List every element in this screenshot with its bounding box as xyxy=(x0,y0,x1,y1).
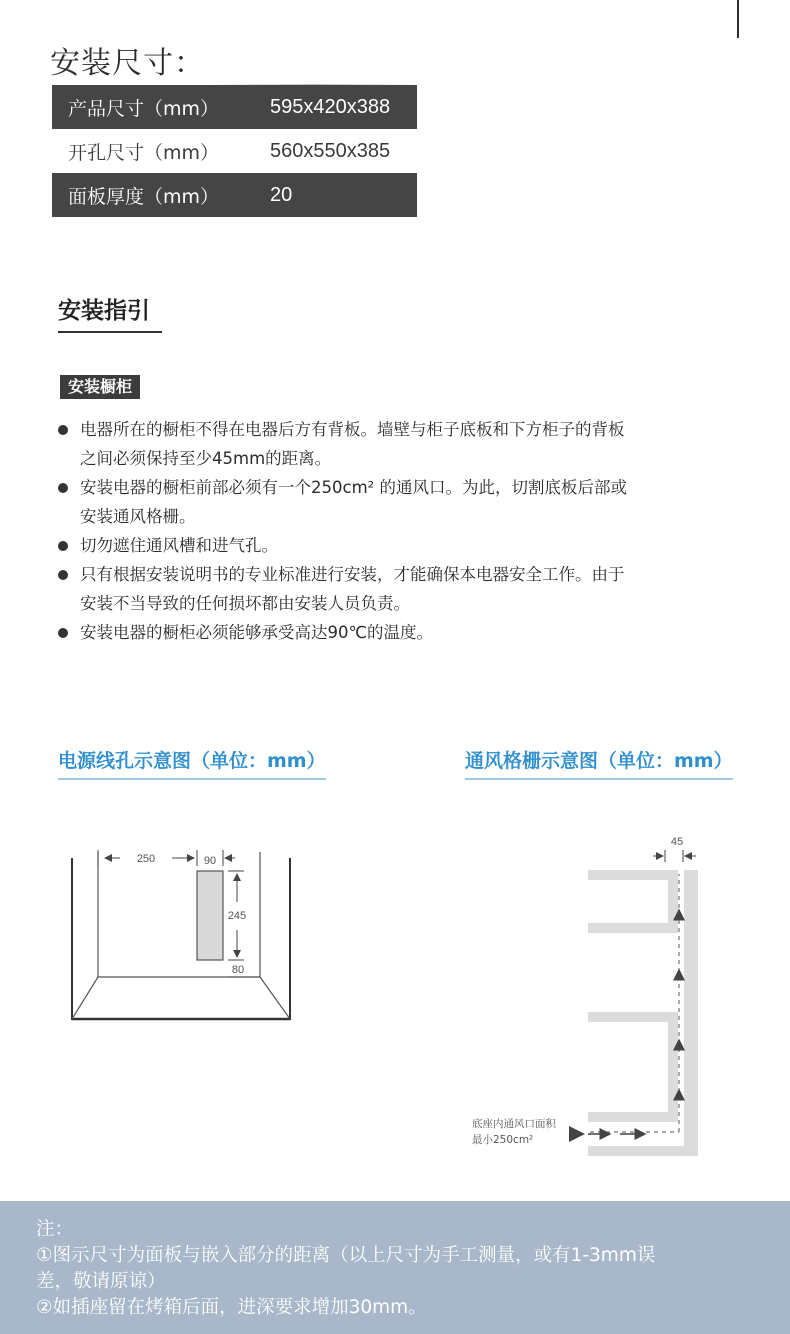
power-hole-diagram-title: 电源线孔示意图（单位：mm） xyxy=(58,746,326,780)
dim-hole-height-label: 245 xyxy=(227,910,247,922)
spec-row-product-size xyxy=(52,85,417,129)
cabinet-back-lower xyxy=(668,1012,678,1122)
notes-label: 注： xyxy=(36,1219,74,1240)
floor-left-perspective xyxy=(72,977,98,1019)
vent-grille-diagram-title: 通风格栅示意图（单位：mm） xyxy=(465,746,733,780)
vent-grille-diagram xyxy=(470,830,710,1165)
spec-row-cutout-size xyxy=(52,129,417,173)
power-hole xyxy=(197,871,223,960)
top-divider-line xyxy=(737,0,739,38)
install-guide-title: 安装指引 xyxy=(58,298,150,324)
note-line: ②如插座留在烤箱后面，进深要求增加30mm。 xyxy=(36,1297,427,1318)
shelf-lower-bottom xyxy=(588,1112,678,1122)
spec-value: 560x550x385 xyxy=(270,139,391,162)
spec-label: 开孔尺寸（mm） xyxy=(68,141,220,164)
cabinet-back-upper xyxy=(668,870,678,928)
list-item: 只有根据安装说明书的专业标准进行安装，才能确保本电器安全工作。由于 安装不当导致的任何损坏都由安装人员负责。 xyxy=(58,560,718,618)
spec-value: 595x420x388 xyxy=(270,95,391,118)
note-line: ①图示尺寸为面板与嵌入部分的距离（以上尺寸为手工测量，或有1-3mm误 xyxy=(36,1245,656,1266)
list-item: 切勿遮住通风槽和进气孔。 xyxy=(58,531,718,560)
spec-row-panel-thickness xyxy=(52,173,417,217)
spec-value: 20 xyxy=(270,183,293,206)
spec-label: 面板厚度（mm） xyxy=(68,185,220,208)
cabinet-tag: 安装橱柜 xyxy=(60,375,140,399)
base-plinth xyxy=(588,1146,698,1156)
dim-hole-width-label: 90 xyxy=(203,855,217,867)
vent-caption-line2: 最小250cm² xyxy=(472,1134,534,1146)
list-item: 安装电器的橱柜必须能够承受高达90℃的温度。 xyxy=(58,618,718,647)
notes-panel xyxy=(0,1201,790,1334)
install-size-title: 安装尺寸： xyxy=(50,46,205,81)
list-item: 安装电器的橱柜前部必须有一个250cm² 的通风口。为此，切割底板后部或 安装通风格栅。 xyxy=(58,473,718,531)
dim-gap-label: 45 xyxy=(670,836,684,848)
install-bullet-list xyxy=(58,415,718,647)
shelf-top xyxy=(588,870,670,880)
shelf-upper-bottom xyxy=(588,923,678,933)
floor-right-perspective xyxy=(260,977,290,1019)
vent-caption-line1: 底座内通风口面积 xyxy=(472,1118,556,1130)
spec-label: 产品尺寸（mm） xyxy=(68,97,220,120)
shelf-lower-top xyxy=(588,1012,670,1022)
dim-width-label: 250 xyxy=(136,853,156,865)
guide-title-underline xyxy=(58,331,162,333)
back-wall xyxy=(684,870,698,1156)
power-hole-diagram xyxy=(60,840,310,1030)
dim-bottom-label: 80 xyxy=(231,964,245,976)
note-line: 差，敬请原谅） xyxy=(36,1271,166,1292)
list-item: 电器所在的橱柜不得在电器后方有背板。墙壁与柜子底板和下方柜子的背板 之间必须保持至少45mm的距离。 xyxy=(58,415,718,473)
